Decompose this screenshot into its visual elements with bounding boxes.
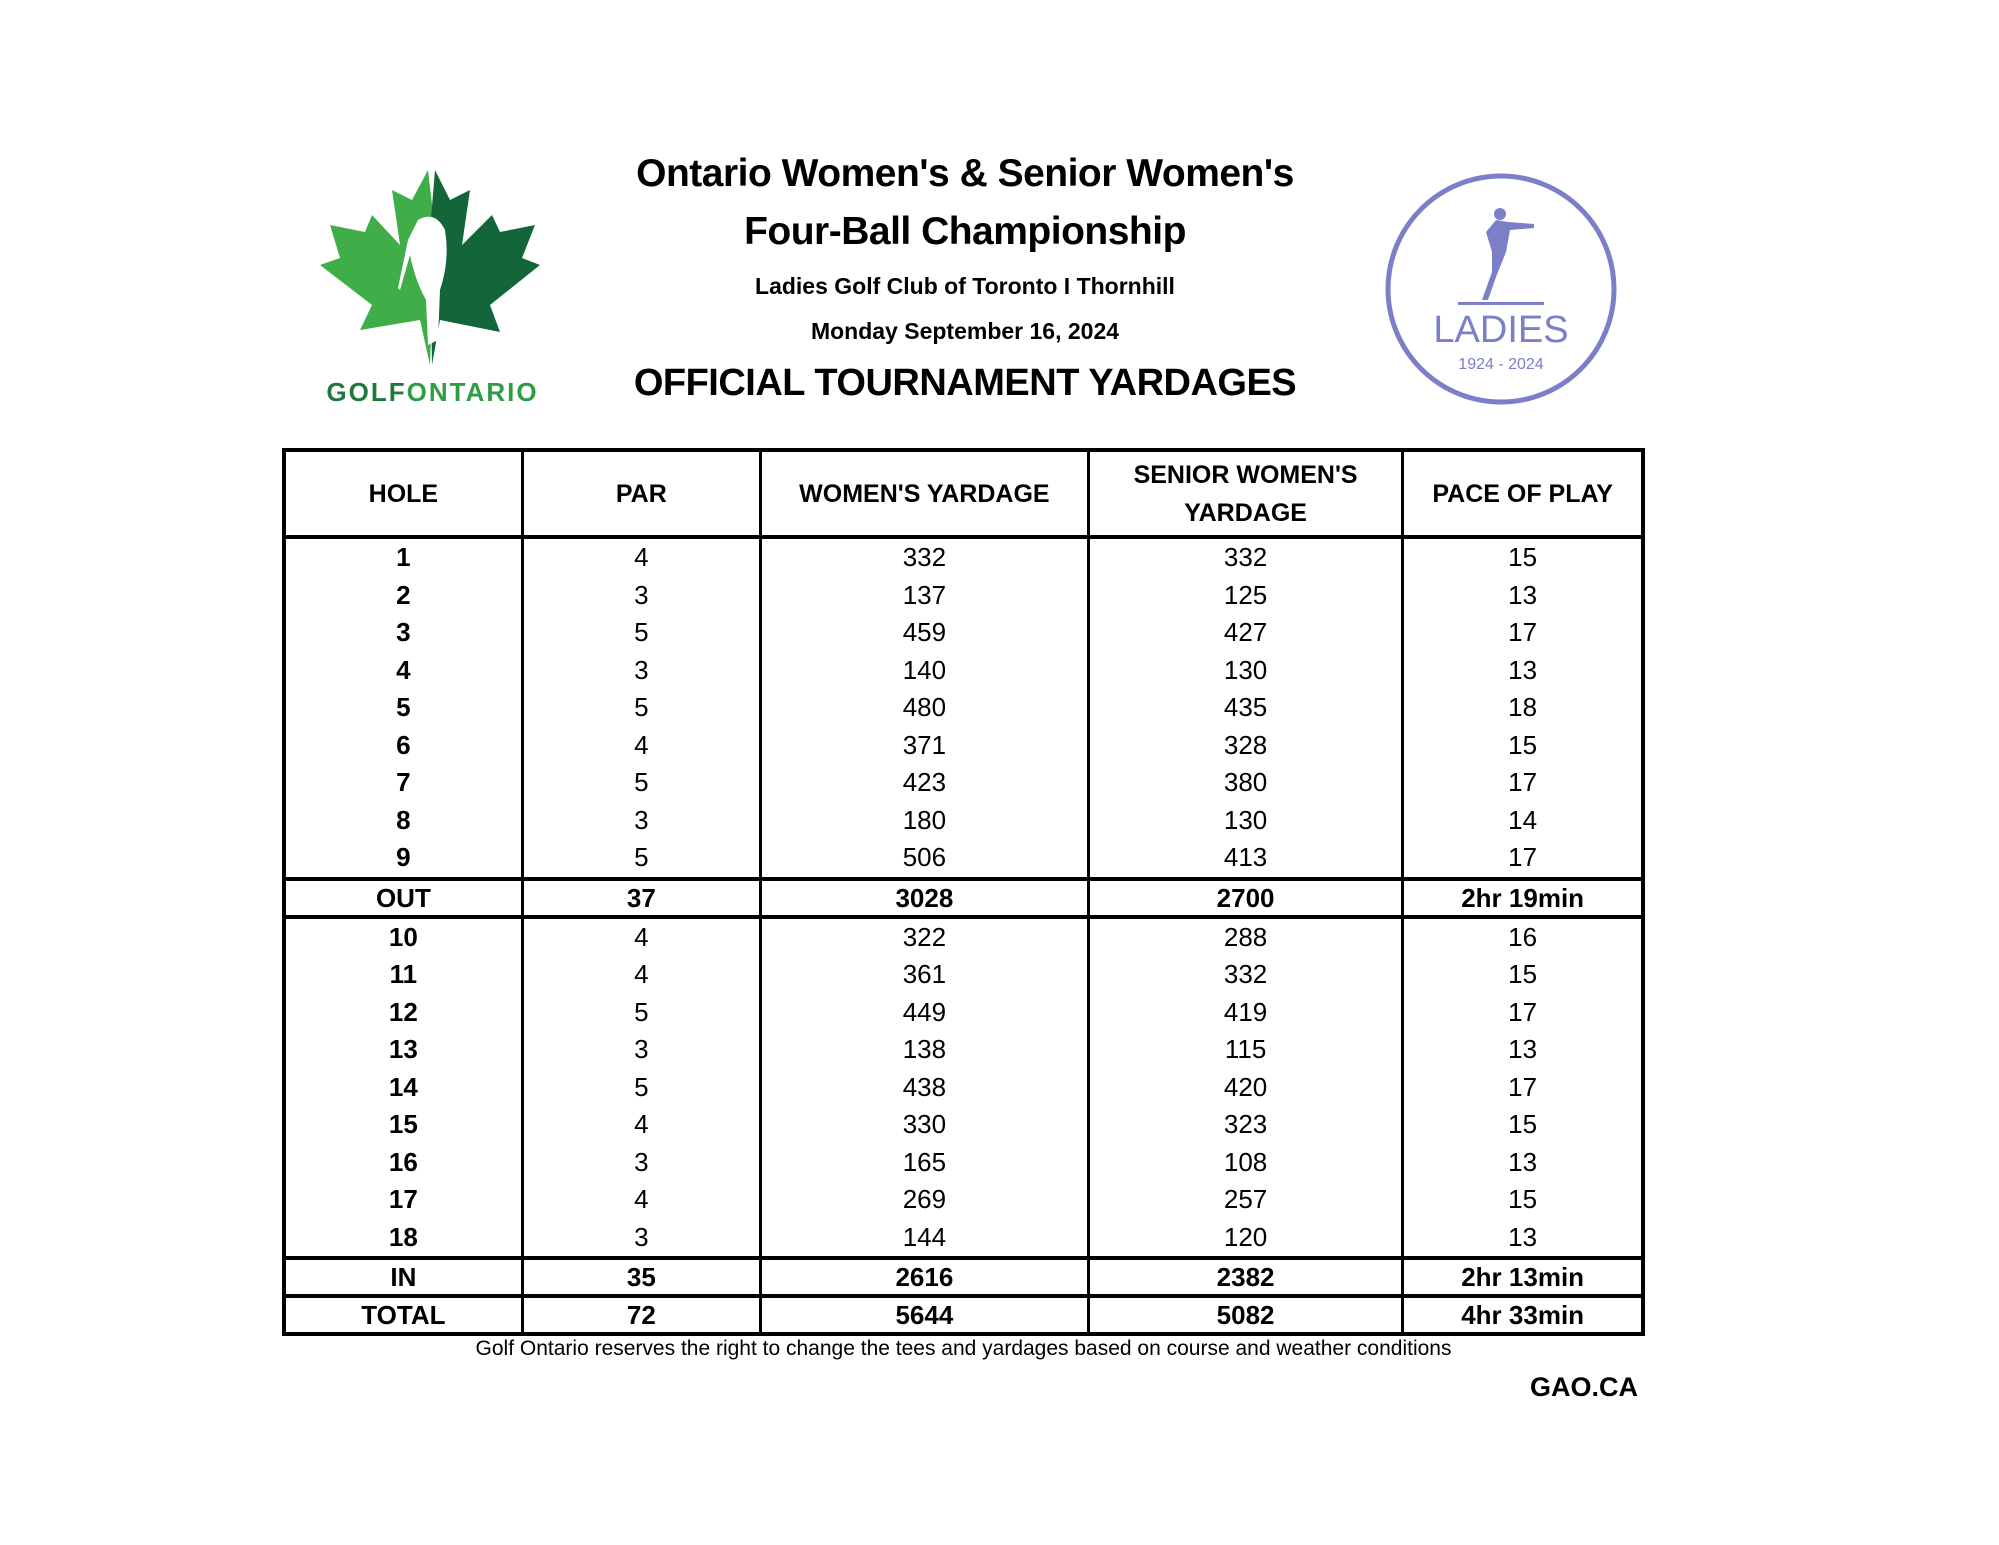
cell-senior-womens-yardage: 115 xyxy=(1088,1031,1402,1069)
cell-womens-yardage: 423 xyxy=(760,764,1088,802)
table-row xyxy=(284,956,1643,994)
cell-par: 37 xyxy=(522,879,760,917)
table-row xyxy=(284,839,1643,879)
cell-par: 5 xyxy=(522,689,760,727)
cell-pace-of-play: 17 xyxy=(1403,839,1643,879)
table-row xyxy=(284,1106,1643,1144)
cell-pace-of-play: 13 xyxy=(1403,1031,1643,1069)
table-row xyxy=(284,1181,1643,1219)
table-row xyxy=(284,1069,1643,1107)
cell-womens-yardage: 322 xyxy=(760,917,1088,957)
ladies-club-logo xyxy=(1384,172,1618,406)
summary-row xyxy=(284,879,1643,917)
cell-womens-yardage: 449 xyxy=(760,994,1088,1032)
cell-senior-womens-yardage: 420 xyxy=(1088,1069,1402,1107)
table-row xyxy=(284,1219,1643,1259)
cell-pace-of-play: 4hr 33min xyxy=(1403,1296,1643,1334)
table-row xyxy=(284,537,1643,577)
table-row xyxy=(284,689,1643,727)
cell-womens-yardage: 330 xyxy=(760,1106,1088,1144)
cell-pace-of-play: 15 xyxy=(1403,727,1643,765)
cell-hole: 10 xyxy=(284,917,522,957)
cell-par: 35 xyxy=(522,1258,760,1296)
cell-pace-of-play: 15 xyxy=(1403,956,1643,994)
table-row xyxy=(284,727,1643,765)
cell-par: 4 xyxy=(522,1106,760,1144)
cell-hole: 4 xyxy=(284,652,522,690)
cell-womens-yardage: 3028 xyxy=(760,879,1088,917)
table-row xyxy=(284,764,1643,802)
title-line-2: Four-Ball Championship xyxy=(744,210,1186,253)
cell-pace-of-play: 2hr 13min xyxy=(1403,1258,1643,1296)
title-line-1: Ontario Women's & Senior Women's xyxy=(636,152,1294,195)
cell-par: 4 xyxy=(522,917,760,957)
cell-womens-yardage: 361 xyxy=(760,956,1088,994)
cell-senior-womens-yardage: 120 xyxy=(1088,1219,1402,1259)
cell-hole: 7 xyxy=(284,764,522,802)
cell-pace-of-play: 2hr 19min xyxy=(1403,879,1643,917)
cell-womens-yardage: 480 xyxy=(760,689,1088,727)
cell-womens-yardage: 5644 xyxy=(760,1296,1088,1334)
cell-hole: 2 xyxy=(284,577,522,615)
website-link[interactable]: GAO.CA xyxy=(1530,1372,1638,1402)
summary-row xyxy=(284,1258,1643,1296)
cell-hole: 14 xyxy=(284,1069,522,1107)
cell-par: 5 xyxy=(522,839,760,879)
cell-womens-yardage: 165 xyxy=(760,1144,1088,1182)
cell-par: 3 xyxy=(522,1031,760,1069)
cell-senior-womens-yardage: 380 xyxy=(1088,764,1402,802)
cell-senior-womens-yardage: 5082 xyxy=(1088,1296,1402,1334)
cell-senior-womens-yardage: 328 xyxy=(1088,727,1402,765)
cell-par: 3 xyxy=(522,1144,760,1182)
cell-senior-womens-yardage: 130 xyxy=(1088,652,1402,690)
cell-par: 3 xyxy=(522,802,760,840)
cell-par: 5 xyxy=(522,764,760,802)
cell-senior-womens-yardage: 323 xyxy=(1088,1106,1402,1144)
cell-hole: OUT xyxy=(284,879,522,917)
cell-womens-yardage: 180 xyxy=(760,802,1088,840)
yardage-table xyxy=(282,448,1645,1336)
cell-senior-womens-yardage: 413 xyxy=(1088,839,1402,879)
cell-womens-yardage: 2616 xyxy=(760,1258,1088,1296)
cell-senior-womens-yardage: 332 xyxy=(1088,956,1402,994)
disclaimer: Golf Ontario reserves the right to change the tees and yardages based on course and weather conditions xyxy=(475,1337,1452,1360)
cell-hole: 12 xyxy=(284,994,522,1032)
column-header-pace-of-play: PACE OF PLAY xyxy=(1403,450,1643,537)
cell-hole: 9 xyxy=(284,839,522,879)
cell-par: 5 xyxy=(522,994,760,1032)
table-row xyxy=(284,1144,1643,1182)
cell-pace-of-play: 18 xyxy=(1403,689,1643,727)
cell-pace-of-play: 15 xyxy=(1403,1181,1643,1219)
cell-womens-yardage: 506 xyxy=(760,839,1088,879)
cell-pace-of-play: 13 xyxy=(1403,1144,1643,1182)
cell-hole: 1 xyxy=(284,537,522,577)
cell-senior-womens-yardage: 435 xyxy=(1088,689,1402,727)
cell-hole: 5 xyxy=(284,689,522,727)
cell-pace-of-play: 17 xyxy=(1403,994,1643,1032)
cell-senior-womens-yardage: 2382 xyxy=(1088,1258,1402,1296)
table-row xyxy=(284,994,1643,1032)
cell-pace-of-play: 16 xyxy=(1403,917,1643,957)
golf-ontario-wordmark xyxy=(300,377,565,408)
golf-ontario-logo xyxy=(300,170,565,415)
cell-womens-yardage: 269 xyxy=(760,1181,1088,1219)
column-header-womens-yardage: WOMEN'S YARDAGE xyxy=(760,450,1088,537)
logo-text-golf: GOLF xyxy=(326,377,407,407)
cell-hole: 13 xyxy=(284,1031,522,1069)
cell-par: 5 xyxy=(522,1069,760,1107)
cell-pace-of-play: 13 xyxy=(1403,1219,1643,1259)
cell-womens-yardage: 138 xyxy=(760,1031,1088,1069)
logo-text-ontario: ONTARIO xyxy=(406,377,539,407)
cell-par: 4 xyxy=(522,1181,760,1219)
cell-pace-of-play: 14 xyxy=(1403,802,1643,840)
event-date: Monday September 16, 2024 xyxy=(810,318,1120,344)
column-header-hole: HOLE xyxy=(284,450,522,537)
table-row xyxy=(284,1031,1643,1069)
cell-pace-of-play: 13 xyxy=(1403,652,1643,690)
cell-pace-of-play: 15 xyxy=(1403,537,1643,577)
table-row xyxy=(284,802,1643,840)
cell-pace-of-play: 15 xyxy=(1403,1106,1643,1144)
cell-womens-yardage: 137 xyxy=(760,577,1088,615)
table-row xyxy=(284,614,1643,652)
cell-pace-of-play: 17 xyxy=(1403,614,1643,652)
cell-womens-yardage: 459 xyxy=(760,614,1088,652)
table-row xyxy=(284,577,1643,615)
cell-par: 4 xyxy=(522,537,760,577)
cell-hole: 8 xyxy=(284,802,522,840)
cell-hole: 18 xyxy=(284,1219,522,1259)
golfer-silhouette-icon xyxy=(1458,208,1544,305)
cell-senior-womens-yardage: 108 xyxy=(1088,1144,1402,1182)
column-header-par: PAR xyxy=(522,450,760,537)
cell-womens-yardage: 371 xyxy=(760,727,1088,765)
cell-par: 5 xyxy=(522,614,760,652)
cell-senior-womens-yardage: 419 xyxy=(1088,994,1402,1032)
table-header-row xyxy=(284,450,1643,537)
table-row xyxy=(284,652,1643,690)
cell-senior-womens-yardage: 2700 xyxy=(1088,879,1402,917)
cell-hole: 3 xyxy=(284,614,522,652)
cell-hole: 6 xyxy=(284,727,522,765)
cell-senior-womens-yardage: 427 xyxy=(1088,614,1402,652)
cell-par: 3 xyxy=(522,1219,760,1259)
cell-par: 3 xyxy=(522,577,760,615)
table-row xyxy=(284,917,1643,957)
cell-hole: 16 xyxy=(284,1144,522,1182)
cell-pace-of-play: 17 xyxy=(1403,1069,1643,1107)
cell-senior-womens-yardage: 288 xyxy=(1088,917,1402,957)
cell-hole: 17 xyxy=(284,1181,522,1219)
cell-senior-womens-yardage: 332 xyxy=(1088,537,1402,577)
venue: Ladies Golf Club of Toronto I Thornhill xyxy=(755,273,1175,299)
cell-senior-womens-yardage: 125 xyxy=(1088,577,1402,615)
cell-womens-yardage: 438 xyxy=(760,1069,1088,1107)
cell-womens-yardage: 332 xyxy=(760,537,1088,577)
cell-womens-yardage: 144 xyxy=(760,1219,1088,1259)
cell-par: 72 xyxy=(522,1296,760,1334)
cell-hole: TOTAL xyxy=(284,1296,522,1334)
cell-pace-of-play: 17 xyxy=(1403,764,1643,802)
cell-senior-womens-yardage: 130 xyxy=(1088,802,1402,840)
cell-pace-of-play: 13 xyxy=(1403,577,1643,615)
ladies-logo-text: LADIES xyxy=(1433,309,1569,351)
cell-hole: IN xyxy=(284,1258,522,1296)
cell-par: 4 xyxy=(522,956,760,994)
column-header-senior-womens-yardage: SENIOR WOMEN'S YARDAGE xyxy=(1088,450,1402,537)
cell-par: 3 xyxy=(522,652,760,690)
cell-senior-womens-yardage: 257 xyxy=(1088,1181,1402,1219)
ladies-logo-years: 1924 - 2024 xyxy=(1458,356,1544,373)
summary-row xyxy=(284,1296,1643,1334)
cell-hole: 15 xyxy=(284,1106,522,1144)
maple-leaf-golfer-icon xyxy=(300,170,565,375)
cell-womens-yardage: 140 xyxy=(760,652,1088,690)
cell-par: 4 xyxy=(522,727,760,765)
cell-hole: 11 xyxy=(284,956,522,994)
document-subtitle: OFFICIAL TOURNAMENT YARDAGES xyxy=(633,362,1297,404)
